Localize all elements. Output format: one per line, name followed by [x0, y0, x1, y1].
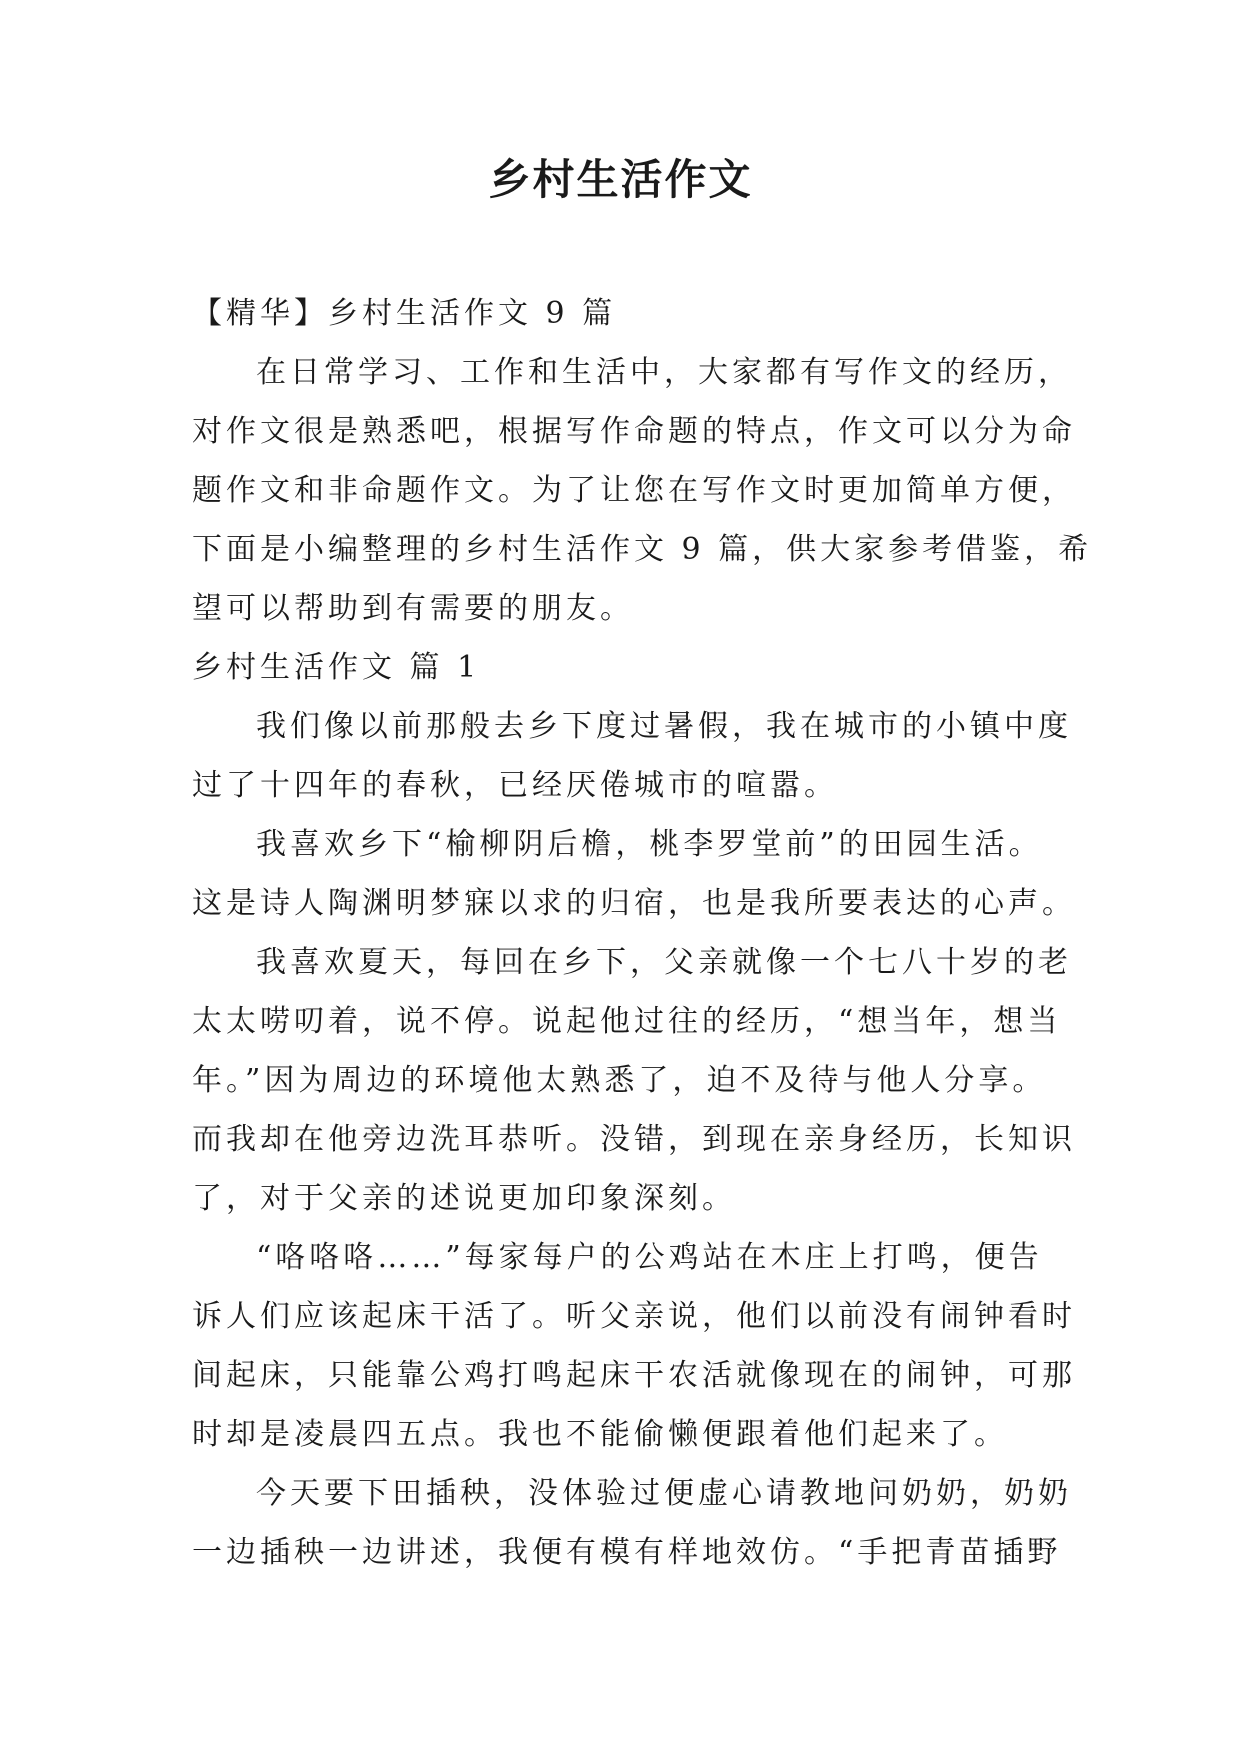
text-line: 年。”因为周边的环境他太熟悉了，迫不及待与他人分享。 [192, 1063, 1047, 1098]
text-line: 一边插秧一边讲述，我便有模有样地效仿。“手把青苗插野 [192, 1535, 1062, 1570]
text-line: 时却是凌晨四五点。我也不能偷懒便跟着他们起来了。 [192, 1417, 1008, 1452]
text-line: 题作文和非命题作文。为了让您在写作文时更加简单方便， [192, 473, 1076, 508]
text-line: 过了十四年的春秋，已经厌倦城市的喧嚣。 [192, 768, 838, 803]
text-line: 太太唠叨着，说不停。说起他过往的经历，“想当年，想当 [192, 1004, 1062, 1039]
text-line: 了，对于父亲的述说更加印象深刻。 [192, 1181, 736, 1216]
text-line: 我们像以前那般去乡下度过暑假，我在城市的小镇中度 [256, 709, 1072, 744]
text-line: 对作文很是熟悉吧，根据写作命题的特点，作文可以分为命 [192, 414, 1076, 449]
text-line: 而我却在他旁边洗耳恭听。没错，到现在亲身经历，长知识 [192, 1122, 1076, 1157]
text-line: 在日常学习、工作和生活中，大家都有写作文的经历， [256, 355, 1072, 390]
document-title: 乡村生活作文 [488, 155, 753, 204]
text-line: 下面是小编整理的乡村生活作文 9 篇，供大家参考借鉴，希 [192, 532, 1093, 567]
text-line: 【精华】乡村生活作文 9 篇 [192, 296, 617, 331]
text-line: 这是诗人陶渊明梦寐以求的归宿，也是我所要表达的心声。 [192, 886, 1076, 921]
text-line: 望可以帮助到有需要的朋友。 [192, 591, 634, 626]
text-line: 我喜欢夏天，每回在乡下，父亲就像一个七八十岁的老 [256, 945, 1072, 980]
text-line: 间起床，只能靠公鸡打鸣起床干农活就像现在的闹钟，可那 [192, 1358, 1076, 1393]
text-line: 诉人们应该起床干活了。听父亲说，他们以前没有闹钟看时 [192, 1299, 1076, 1334]
text-line: 我喜欢乡下“榆柳阴后檐，桃李罗堂前”的田园生活。 [256, 827, 1043, 862]
document-body [192, 284, 1093, 1582]
text-line: 今天要下田插秧，没体验过便虚心请教地问奶奶，奶奶 [256, 1476, 1072, 1511]
text-line: “咯咯咯……”每家每户的公鸡站在木庄上打鸣，便告 [256, 1240, 1043, 1275]
text-line: 乡村生活作文 篇 1 [192, 650, 481, 685]
